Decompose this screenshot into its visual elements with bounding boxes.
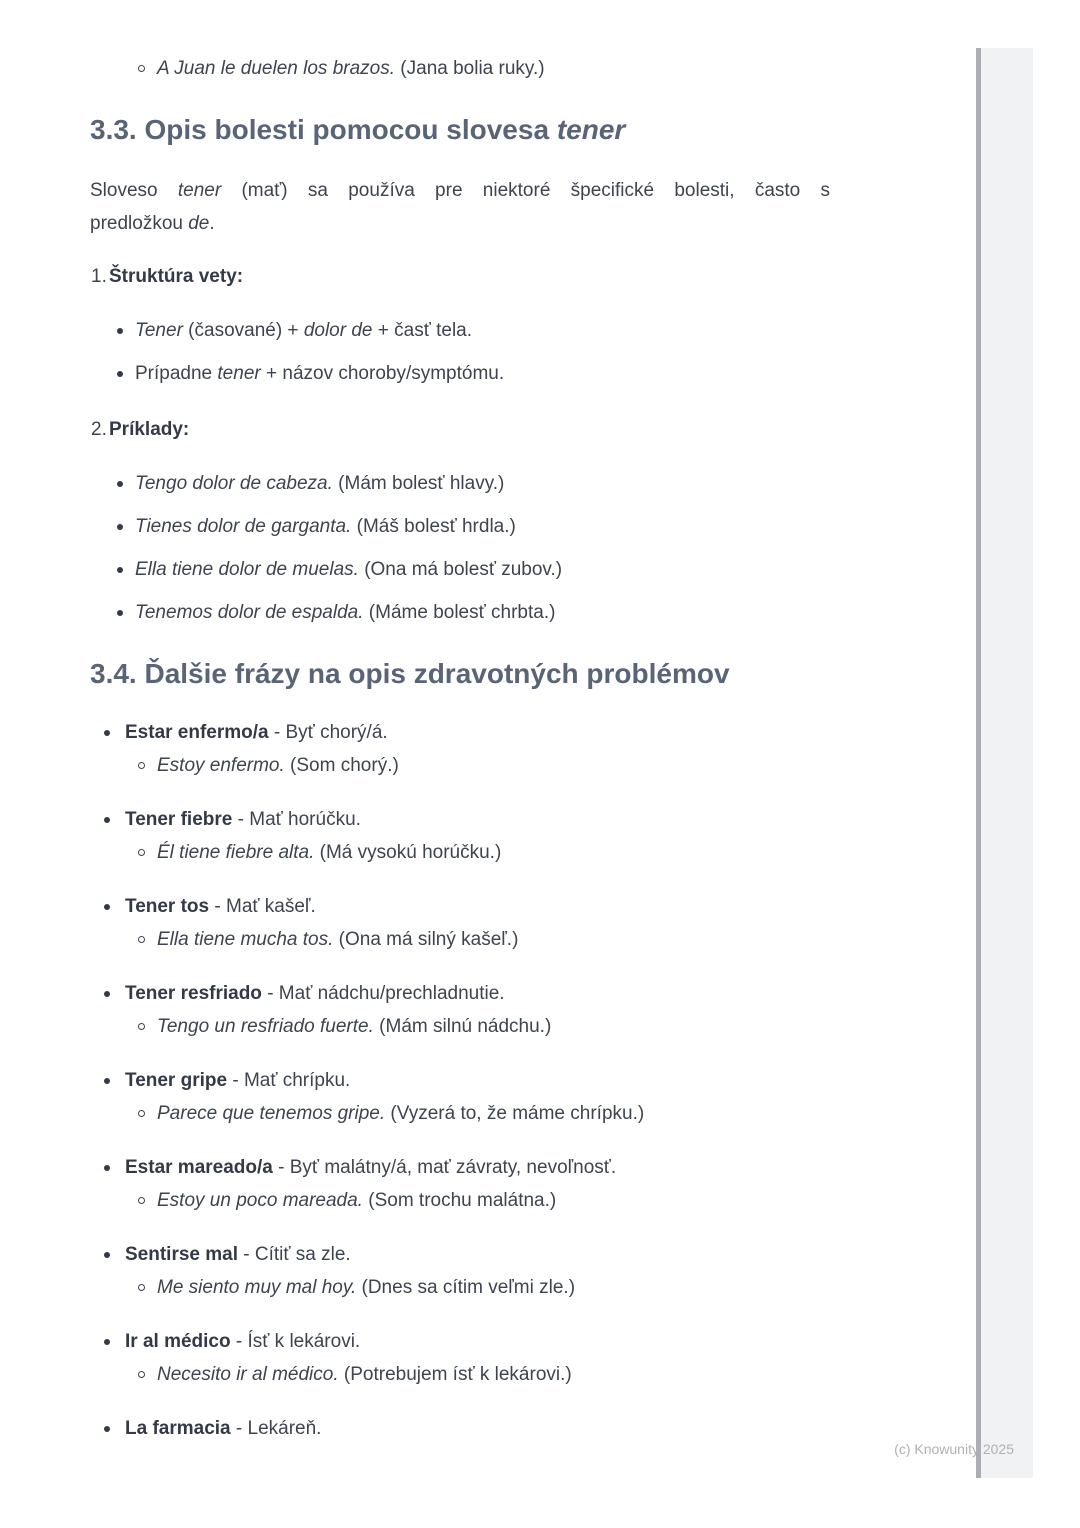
- phrase-term-bullet: [90, 720, 830, 746]
- circle-bullet-icon: [138, 1023, 145, 1030]
- disc-bullet-icon: [117, 524, 123, 530]
- line-text: Estoy un poco mareada. (Som trochu malátna.): [157, 1190, 557, 1211]
- phrase-term-bullet: [90, 1416, 830, 1442]
- line-text: La farmacia - Lekáreň.: [125, 1418, 322, 1439]
- line-text: Necesito ir al médico. (Potrebujem ísť k lekárovi.): [157, 1364, 572, 1385]
- phrase-example-bullet: [90, 927, 830, 953]
- intro-paragraph-line-1: [90, 174, 830, 207]
- line-text: Štruktúra vety:: [109, 266, 244, 287]
- line-text: Tener fiebre - Mať horúčku.: [125, 809, 361, 830]
- disc-bullet-icon: [117, 567, 123, 573]
- circle-bullet-icon: [138, 1110, 145, 1117]
- line-text: Tener tos - Mať kašeľ.: [125, 896, 316, 917]
- disc-bullet-icon: [104, 730, 110, 736]
- example-sentence-bullet: [90, 514, 830, 540]
- phrase-example-bullet: [90, 753, 830, 779]
- line-text: Sentirse mal - Cítiť sa zle.: [125, 1244, 351, 1265]
- circle-bullet-icon: [138, 1197, 145, 1204]
- disc-bullet-icon: [104, 1252, 110, 1258]
- phrase-example-bullet: [90, 1101, 830, 1127]
- line-text: Estar enfermo/a - Byť chorý/á.: [125, 722, 388, 743]
- disc-bullet-icon: [117, 328, 123, 334]
- line-text: Tener resfriado - Mať nádchu/prechladnutie.: [125, 983, 505, 1004]
- disc-bullet-icon: [104, 1339, 110, 1345]
- disc-bullet-icon: [104, 1078, 110, 1084]
- example-sentence-bullet: [90, 471, 830, 497]
- structure-rule-bullet: [90, 361, 830, 387]
- phrase-term-bullet: [90, 1242, 830, 1268]
- line-text: Tengo un resfriado fuerte. (Mám silnú nádchu.): [157, 1016, 552, 1037]
- circle-bullet-icon: [138, 849, 145, 856]
- disc-bullet-icon: [104, 1426, 110, 1432]
- phrase-term-bullet: [90, 894, 830, 920]
- line-text: 3.4. Ďalšie frázy na opis zdravotných problémov: [90, 658, 730, 689]
- phrase-example-bullet: [90, 1362, 830, 1388]
- phrase-term-bullet: [90, 1068, 830, 1094]
- line-text: Tenemos dolor de espalda. (Máme bolesť chrbta.): [135, 602, 556, 623]
- disc-bullet-icon: [117, 371, 123, 377]
- phrase-example-bullet: [90, 1275, 830, 1301]
- scrollbar-track[interactable]: [976, 48, 1033, 1478]
- circle-bullet-icon: [138, 1284, 145, 1291]
- disc-bullet-icon: [104, 817, 110, 823]
- circle-bullet-icon: [138, 936, 145, 943]
- line-text: Tienes dolor de garganta. (Máš bolesť hrdla.): [135, 516, 516, 537]
- line-text: Ir al médico - Ísť k lekárovi.: [125, 1331, 361, 1352]
- section-3-4-heading: [90, 656, 830, 692]
- line-text: Estar mareado/a - Byť malátny/á, mať závraty, nevoľnosť.: [125, 1157, 617, 1178]
- phrase-example-bullet: [90, 840, 830, 866]
- line-text: Él tiene fiebre alta. (Má vysokú horúčku.): [157, 842, 502, 863]
- numbered-item-structure: [90, 264, 830, 290]
- line-text: Ella tiene mucha tos. (Ona má silný kašeľ.): [157, 929, 519, 950]
- circle-bullet-icon: [138, 1371, 145, 1378]
- section-3-3-heading: [90, 112, 830, 148]
- disc-bullet-icon: [117, 481, 123, 487]
- example-sentence-bullet: [90, 557, 830, 583]
- copyright-watermark: (c) Knowunity 2025: [894, 1441, 1014, 1457]
- disc-bullet-icon: [104, 904, 110, 910]
- example-sentence-bullet: [90, 600, 830, 626]
- line-text: Prípadne tener + názov choroby/symptómu.: [135, 363, 505, 384]
- line-text: Estoy enfermo. (Som chorý.): [157, 755, 399, 776]
- line-text: Príklady:: [109, 419, 190, 440]
- phrase-term-bullet: [90, 981, 830, 1007]
- numbered-item-examples: [90, 417, 830, 443]
- phrase-term-bullet: [90, 807, 830, 833]
- line-text: Tengo dolor de cabeza. (Mám bolesť hlavy.): [135, 473, 505, 494]
- line-text: A Juan le duelen los brazos. (Jana bolia ruky.): [157, 58, 545, 79]
- list-number: 1.: [91, 266, 107, 287]
- line-text: Me siento muy mal hoy. (Dnes sa cítim veľmi zle.): [157, 1277, 576, 1298]
- line-text: Ella tiene dolor de muelas. (Ona má bolesť zubov.): [135, 559, 563, 580]
- line-text: Tener gripe - Mať chrípku.: [125, 1070, 351, 1091]
- phrase-term-bullet: [90, 1329, 830, 1355]
- structure-rule-bullet: [90, 318, 830, 344]
- document-content: [90, 56, 830, 1442]
- disc-bullet-icon: [104, 1165, 110, 1171]
- line-text: 3.3. Opis bolesti pomocou slovesa tener: [90, 114, 626, 145]
- phrase-example-bullet: [90, 1014, 830, 1040]
- circle-bullet-icon: [138, 762, 145, 769]
- list-number: 2.: [91, 419, 107, 440]
- line-text: predložkou de.: [90, 213, 215, 234]
- line-text: Tener (časované) + dolor de + časť tela.: [135, 320, 473, 341]
- disc-bullet-icon: [104, 991, 110, 997]
- line-text: Parece que tenemos gripe. (Vyzerá to, že máme chrípku.): [157, 1103, 645, 1124]
- intro-example-bullet: [90, 56, 830, 82]
- phrase-term-bullet: [90, 1155, 830, 1181]
- circle-bullet-icon: [138, 65, 145, 72]
- disc-bullet-icon: [117, 610, 123, 616]
- line-text: Sloveso tener (mať) sa používa pre niektoré špecifické bolesti, často s: [90, 180, 831, 201]
- intro-paragraph-line-2: [90, 207, 830, 240]
- phrase-example-bullet: [90, 1188, 830, 1214]
